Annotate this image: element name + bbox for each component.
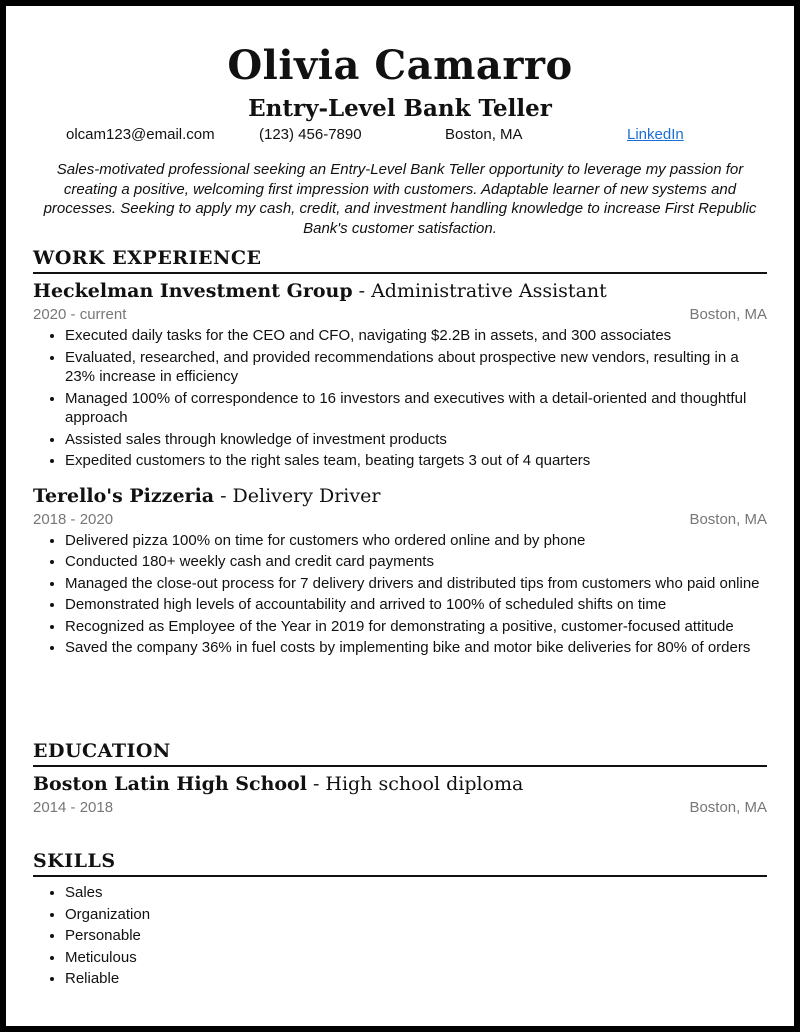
job-meta xyxy=(33,306,767,326)
bullet-item: • Saved the company 36% in fuel costs by implementing bike and motor bike deliveries for 80% of orders xyxy=(65,638,767,658)
job-location: Boston, MA xyxy=(689,306,767,323)
job-dates: 2020 - current xyxy=(33,306,127,323)
bullet-item: • Evaluated, researched, and provided recommendations about prospective new vendors, resulting in a 23% increase in efficiency xyxy=(65,348,767,387)
job-dates: 2018 - 2020 xyxy=(33,510,114,528)
company-name: Heckelman Investment Group xyxy=(33,280,353,302)
skill-item: • Personable xyxy=(65,926,767,946)
education-header xyxy=(33,773,767,797)
job-header xyxy=(33,485,767,509)
resume-page xyxy=(6,6,794,1026)
section-heading: SKILLS xyxy=(33,850,767,877)
job-entry xyxy=(33,485,767,658)
skill-item: • Organization xyxy=(65,905,767,925)
bullet-item: • Managed 100% of correspondence to 16 investors and executives with a detail-oriented and thoughtful approach xyxy=(65,389,767,428)
job-entry xyxy=(33,280,767,471)
linkedin-link[interactable]: LinkedIn xyxy=(627,126,684,143)
separator: - xyxy=(358,280,366,302)
job-role: Delivery Driver xyxy=(232,484,381,507)
section-heading: WORK EXPERIENCE xyxy=(33,247,767,274)
job-header xyxy=(33,280,767,304)
job-title: Entry-Level Bank Teller xyxy=(248,95,552,122)
skill-item: • Reliable xyxy=(65,969,767,989)
separator: - xyxy=(220,484,227,507)
bullet-item: • Expedited customers to the right sales team, beating targets 3 out of 4 quarters xyxy=(65,451,767,471)
job-location: Boston, MA xyxy=(689,510,767,528)
skill-item: • Meticulous xyxy=(65,948,767,968)
degree: High school diploma xyxy=(325,773,524,795)
bullet-item: • Assisted sales through knowledge of investment products xyxy=(65,430,767,450)
education-meta xyxy=(33,799,767,819)
contact-location: Boston, MA xyxy=(445,126,523,143)
education-location: Boston, MA xyxy=(689,799,767,816)
bullet-item: • Recognized as Employee of the Year in 2019 for demonstrating a positive, customer-focused attitude xyxy=(65,617,767,637)
separator: - xyxy=(312,773,320,795)
skill-item: • Sales xyxy=(65,883,767,903)
bullet-item: • Executed daily tasks for the CEO and CFO, navigating $2.2B in assets, and 300 associates xyxy=(65,326,767,346)
bullet-item: • Delivered pizza 100% on time for customers who ordered online and by phone xyxy=(65,531,767,551)
job-bullets xyxy=(33,326,767,471)
bullet-item: • Managed the close-out process for 7 delivery drivers and distributed tips from customers who paid online xyxy=(65,574,767,594)
company-name: Terello's Pizzeria xyxy=(33,484,215,507)
professional-summary: Sales-motivated professional seeking an Entry-Level Bank Teller opportunity to leverage my passion for creating a positive, welcoming first impression with customers. Adaptable learner of new systems and processes. Seeking to apply my cash, credit, and investment handling knowledge to increase First Republic Bank's customer satisfaction. xyxy=(43,161,757,237)
job-meta xyxy=(33,511,767,531)
contact-row xyxy=(6,126,794,146)
job-bullets xyxy=(33,531,767,658)
school-name: Boston Latin High School xyxy=(33,773,307,795)
education-section xyxy=(33,740,767,819)
job-role: Administrative Assistant xyxy=(371,280,607,302)
education-dates: 2014 - 2018 xyxy=(33,799,114,816)
contact-email: olcam123@email.com xyxy=(66,126,215,143)
section-heading: EDUCATION xyxy=(33,740,767,767)
skills-section xyxy=(33,850,767,991)
contact-phone: (123) 456-7890 xyxy=(259,126,362,143)
bullet-item: • Demonstrated high levels of accountability and arrived to 100% of scheduled shifts on time xyxy=(65,595,767,615)
candidate-name: Olivia Camarro xyxy=(227,42,573,89)
bullet-item: • Conducted 180+ weekly cash and credit card payments xyxy=(65,552,767,572)
skills-list xyxy=(33,883,767,989)
work-experience-section xyxy=(33,247,767,660)
